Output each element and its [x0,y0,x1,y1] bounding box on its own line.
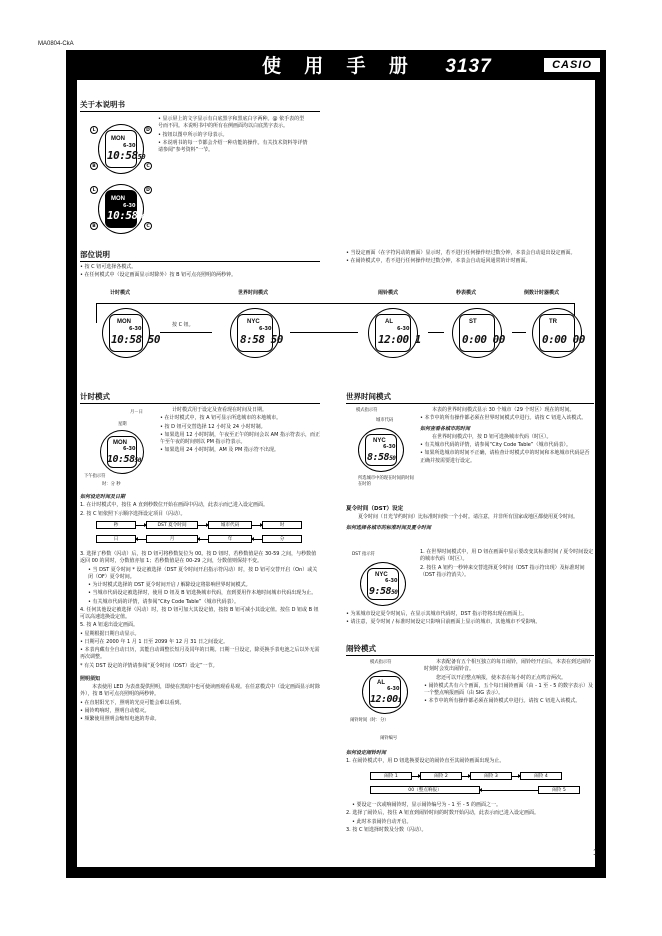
flow-box: 分 [262,535,302,543]
month-day-label: 月－日 [130,410,143,415]
about-item: • 按钮以图中所示的字母表示。 [158,132,308,139]
set-step: 3. 选择了秒数（闪动）后，按 D 钮可将秒数复位为 00。按 D 钮时，若秒数值是在 30-59 之间，与秒数值返回 00 的同时，分数值亦加 1；若秒数值是在 00-29 之间，分数值则保持不变。 [80,551,317,565]
flow-arrow [428,332,444,333]
view-item: 在世界时间模式中，按 D 钮可选换城市代码（时区）。 [432,433,552,440]
note-item: • 日期可在 2000 年 1 月 1 日至 2099 年 12 月 31 日之间设定。 [80,639,320,646]
intro-item: • 如果选用 12 小时时制，午夜至正午的时间会以 AM 指示符表示，而正午至午夜的时间则以 PM 指示符表示。 [160,432,320,447]
light-item: • 闹铃鸣响时，照明自动熄灭。 [80,708,320,715]
dst-step: 1. 在世界时间模式中，用 D 钮在画面中显示要改变其标准时间 / 夏令时间设定的城市代码（时区）。 [420,549,594,563]
intro-text: 本表配备有五个相互独立的每日闹铃，闹铃经开启后，本表在到达闹铃时刻时会发出闹铃音。 [424,659,592,673]
intro-item: • 如果选用 24 小时时制，AM 及 PM 指示符不出现。 [160,447,320,454]
mode-watch-timer: TR 0:00 00 [524,306,590,360]
watch-illustration-1: MON 6-30 10:5850 L B D C [90,120,152,178]
mode-label-timekeeping: 计时模式 [110,290,131,296]
mode-watch-alarm: AL 6-30 12:00 1 [360,306,426,360]
parts-left-list [80,264,320,281]
intro-item: • 本节中的所有操作都必须在世界时间模式中进行。请按 C 钮进入该模式。 [420,415,594,422]
mode-watch-timekeeping: MON 6-30 10:58 50 [96,306,156,360]
mode-watch-stopwatch: ST 0:00 00 [444,306,510,360]
parts-right-list [346,250,594,267]
hms-label: 时：分 秒 [102,482,121,487]
page-number: 1 [593,848,598,857]
flow-box: 闹铃 5 [538,786,580,794]
dst-text: 夏令时间（日光节约时间）比标准时间快一个小时。请注意，并非所有国家或地区都使用夏令时间。 [358,514,579,521]
timekeeping-set-cont [80,551,320,724]
dst-note: • 请注意，夏令时间 / 标准时间设定只影响目前画面上显示的城市，其他城市不受影响。 [346,619,594,626]
set-flow-row2 [96,535,302,543]
alarm-intro [424,659,594,707]
parts-heading: 部位说明 [80,250,110,259]
weekday-label: 星期 [118,422,127,427]
light-item: • 在直射阳光下，照明的光亮可能会难以看到。 [80,700,320,707]
about-item: • 显示屏上的文字显示有白底黑字和黑底白字两种。@ 依手表的型号而不同。本说明书中的所有在例画面均以白底黑字表示。 [158,116,308,131]
dst-steps [420,549,594,580]
intro-item: • 闹铃模式共有六个画面，五个每日闹铃画面（由 - 1 至 - 5 的数字表示）及一个整点响报画面（由 SIG 表示）。 [424,683,594,698]
flow-box: 秒 [96,521,136,529]
about-list [158,116,308,155]
alarm-set-notes [346,802,594,835]
divider [346,655,594,656]
divider [346,403,594,404]
flow-box: 城市代码 [208,521,252,529]
flow-box: 月 [146,535,198,543]
alarm-note: 3. 按 C 钮选择时数及分数（闪动）。 [346,826,427,833]
light-heading: 照明须知 [80,675,101,682]
parts-item: • 在闹铃模式中，若不进行任何操作经过数分钟，本表会自动返回通常的计时画面。 [346,258,594,265]
dst-notes [346,611,594,628]
dst-watch: DST 指示符 NYC 6-30 9:5850 [348,552,418,608]
set-sub-item: • 有关城市代码的详情，请参阅“City Code Table”（城市代码表）。 [80,599,320,606]
flow-box: 闹铃 3 [470,772,512,780]
flow-box: 时 [262,521,302,529]
flow-box: DST 夏令时间 [146,521,198,529]
mode-label-worldtime: 世界时间模式 [238,290,269,296]
set-step: 1. 在计时模式中，按住 A 直到秒数位开始在画面中闪动，此表示而已进入设定画面。 [80,502,268,509]
set-heading: 如何设定时间及日期 [80,494,126,500]
intro-item: • 按 D 钮可交替选择 12 小时及 24 小时时制。 [160,424,320,431]
divider [80,111,320,112]
alarm-time-label: 闹铃时间（时：分） [350,718,389,723]
light-intro: 本表使用 LED 为表盘提供照明，即使在黑暗中也可使读画观看易观。在任意模式中（设定画面显示时除外），按 B 钮可点亮照明的两秒钟。 [80,684,320,698]
timekeeping-set [80,494,320,519]
alarm-set [346,750,594,767]
intro-text: 本表的世界时间模式显示 30 个城市（29 个时区）现在的时间。 [432,407,575,413]
worldtime-intro [420,407,594,466]
dst-how-heading: 如何选择各城市的标准时间及夏令时间 [346,525,432,532]
flow-box: 闹铃 2 [420,772,462,780]
mode-label-stopwatch: 秒表模式 [456,290,477,296]
about-heading: 关于本说明书 [80,100,125,109]
set-flow-row1 [96,521,302,529]
mode-label-alarm: 闹铃模式 [378,290,399,296]
flow-box: 年 [208,535,252,543]
flow-box: 闹铃 4 [520,772,562,780]
view-heading: 如何查看各城市的时间 [420,425,471,432]
note-item: • 本表内藏有全自动日历，其能自动调整长短月及闰年的日期。日期一旦设定，除更换手表电池之后以外无需再次调整。 [80,647,320,662]
city-code-label: 城市代码 [376,418,394,423]
intro-item: • 在计时模式中，按 A 钮可显示所选城市的本地城市。 [160,415,320,422]
worldtime-heading: 世界时间模式 [346,392,391,401]
mode-cycle-line [96,303,574,304]
parts-item: • 在任何模式中（设定画面显示时除外）按 B 钮可点亮照明的两秒钟。 [80,272,320,279]
flow-box: 00（整点响报） [370,786,480,794]
flow-arrow [290,332,358,333]
note-item: • 星期根据日期自动显示。 [80,631,320,638]
divider [80,261,320,262]
view-item: • 有关城市代码的详情，请参阅“City Code Table”（城市代码表）。 [420,442,594,449]
set-sub-item: • 当城市代码设定被选择时，使用 D 钮及 B 钮选换城市代码，直到要用作本地时间城市代码出现为止。 [80,590,320,597]
alarm-set-step: 1. 在闹铃模式中，用 D 钮选换要设定的闹铃直至其闹铃画面出现为止。 [346,758,505,765]
casio-logo: CASIO [544,58,600,72]
alarm-note: 2. 选择了闹铃后，按住 A 钮直到闹铃时间的时数开始闪动，此表示而已进入设定画面。 [346,810,539,817]
alarm-mode-label: 模式指示符 [370,660,392,665]
manual-title: 使 用 手 册 3137 [262,56,492,77]
pm-indicator-label: 下午指示符 [84,474,106,479]
intro-item: • 本节中的所有操作都必须在闹铃模式中进行。请按 C 钮进入该模式。 [424,698,594,705]
timekeeping-watch: 月－日 星期 MON 6-30 10:5850 下午指示符 时：分 秒 [84,410,143,487]
alarm-flow [370,772,562,780]
flow-box: 日 [96,535,136,543]
about-item: • 本说明书的每一节都会介绍一种功能的操作。有关技术资料等详情请参阅“参考资料”一节。 [158,140,308,155]
alarm-note: • 此时本表闹铃自动开启。 [346,819,594,826]
set-step: 4. 任何其他设定被选择（闪动）时，按 D 钮可加大其设定值，按按 B 钮可减小其设定值。按住 D 钮或 B 钮可以高速选换设定值。 [80,606,319,620]
mode-indicator-label: 模式指示符 [356,408,378,413]
view-item: • 如果所选城市的时间不正确，请检查计时模式中的时间和本地城市代码是否正确并按需要进行设定。 [420,450,594,465]
note-item: * 有关 DST 设定的详情请参阅“夏令时间（DST）设定”一节。 [80,662,218,669]
timekeeping-heading: 计时模式 [80,392,110,401]
alarm-note: • 要设定一次或响闹铃时，显示闹铃编号为 - 1 至 - 5 的画面之一。 [346,802,594,809]
set-sub-item: • 为计时模式选择的 DST 夏令时间开启 / 解除设定将影响世界时间模式。 [80,582,320,589]
intro-text: 计时模式用于设定及查看现在时间及日期。 [172,407,268,413]
parts-item: • 当设定画面（在字符闪动的画面）显示时，若不进行任何操作经过数分钟，本表会自动退出设定画面。 [346,250,594,257]
divider [80,403,320,404]
flow-arrow [160,332,212,333]
mode-watch-worldtime: NYC 6-30 8:58 50 [222,306,288,360]
alarm-heading: 闹铃模式 [346,644,376,653]
set-sub-item: • 当 DST 夏令时间 * 设定被选择（DST 夏令时间开启指示符闪动）时，按 D 钮可交替开启（On）或关闭（OF）夏令时间。 [80,567,320,582]
press-c-label: 按 C 钮。 [172,322,194,328]
timekeeping-intro [160,407,320,456]
title-bar [66,50,606,80]
flow-box: 闹铃 1 [370,772,412,780]
dst-step: 2. 按住 A 钮约一秒钟来交替选择夏令时间（DST 指示符出现）及标准时间（DST 指示符消失）。 [420,564,585,578]
intro-text: 您还可以开启整点响报，使本表在每小时的正点鸣音两次。 [436,674,567,681]
alarm-set-heading: 如何设定闹铃时间 [346,750,387,756]
light-item: • 频繁使用照明会缩短电池的寿命。 [80,716,320,723]
alarm-watch: 模式指示符 AL 6-30 12:001 闹铃时间（时：分） 闹铃编号 [350,660,422,748]
document-code: MA0804-CkA [38,41,74,47]
dst-note: • 为某城市设定夏令时间后，在显示其城市代码时，DST 指示符将出现在画面上。 [346,611,594,618]
set-step: 5. 按 A 钮退出设定画面。 [80,622,138,629]
mode-label-timer: 倒数计时器模式 [524,290,560,296]
dst-heading: 夏令时间（DST）设定 [346,506,404,512]
dst-section [346,505,594,534]
alarm-flow-row2 [370,786,580,794]
set-step: 2. 按 C 钮依照下示顺序选择设定项目（闪动）。 [80,510,186,517]
dst-indicator-label: DST 指示符 [352,552,375,557]
alarm-number-label: 闹铃编号 [380,736,398,741]
worldtime-watch: 模式指示符 城市代码 NYC 6-30 8:5850 所选城市中的现在时间的时间在时的 [356,408,414,487]
current-time-label: 所选城市中的现在时间的时间在时的 [358,476,414,487]
watch-illustration-2: MON 6-30 10:5850 L B D C [90,180,152,238]
parts-item: • 按 C 钮可选择各模式。 [80,264,320,271]
